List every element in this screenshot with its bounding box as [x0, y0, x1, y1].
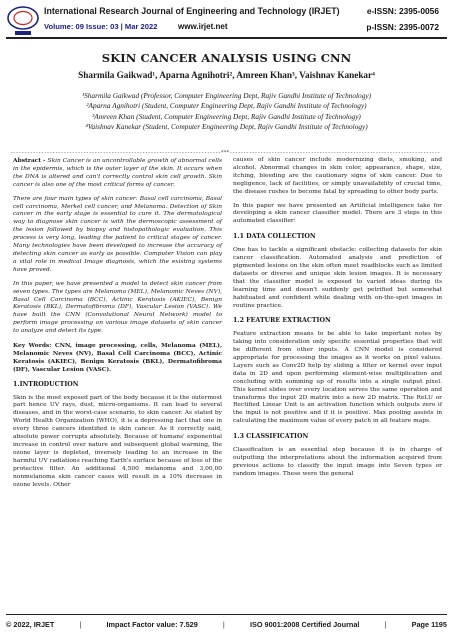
footer-rule	[6, 614, 447, 615]
abstract-text-1: Skin Cancer is an uncontrollable growth of abnormal cells in the epidermis, which is the outer layer of the skin. It occurs when the DNA is altered and can't correctly control skin cell growth. Skin cancer is also one of the most critical forms of cancer.	[13, 158, 222, 188]
feature-extraction-heading: 1.2 FEATURE EXTRACTION	[233, 317, 331, 325]
left-column	[13, 157, 222, 495]
e-issn: e-ISSN: 2395-0056	[366, 6, 439, 16]
footer-iso: ISO 9001:2008 Certified Journal	[249, 620, 360, 629]
journal-name: International Research Journal of Engineering and Technology (IRJET)	[44, 6, 340, 16]
volume-label: Volume: 09 Issue: 03 | Mar 2022	[44, 22, 158, 31]
intro-heading: 1.INTRODUCTION	[13, 380, 79, 388]
feature-extraction-paragraph: Feature extraction means to be able to take important notes by taking into consideration only specific essential properties that will be different from other inputs. A CNN model is considered appropriate for processing the images as it works on pixel values. Layers such as Conv2D help by sliding a filter or kernel over input data in 2D and upon performing element-wise multiplication and concluding with summing up of results into a single output pixel. This kernel slides over every location serves the same operation and transforms the input 2D matrix into a new 2D matrix. The ReLU or Rectified Linear Unit is an activation function which outputs zero if the input is not positive and if it is positive. Max pooling assists in calculating the maximum value of every patch in all feature maps.	[233, 331, 442, 425]
abstract-paragraph-3: In this paper, we have presented a model to detect skin cancer from seven types. The types are Melanoma (MEL), Melanomic Neves (NV), Basal Cell Carcinoma (BCC), Actinic Keratosis (AKIEC), Benign Keratosis (BKL), Dermatofibroma (DF), Vascular Lesion (VASC). We have built the CNN (Convolutional Neural Network) model to perform image processing on various image datasets of skin cancer to analyze and detect its type.	[13, 280, 222, 335]
affiliations	[0, 91, 453, 132]
keywords-text: CNN, image processing, cells, Melanoma (MEL), Melanomic Neves (NV), Basal Cell Carcinoma (BCC), Actinic Keratosis (AKIEC), Benign Keratosis (BKL), Dermatofibroma (DF), Vascular Lesion (VASC).	[13, 342, 222, 373]
affiliation-4: ⁴Vaishnav Kanekar (Student, Computer Engineering Dept, Rajiv Gandhi Institute of Technology)	[85, 121, 368, 131]
intro-paragraph-2: causes of skin cancer include modernizing diets, smoking, and alcohol. Abnormal changes in skin color, appearance, shape, size, itching, bleeding are the cautionary signs of skin cancer. Due to negligence, lack of facilities, or simply unavailability of crucial time, the disease rushes to become fatal by spreading to other body parts.	[233, 157, 442, 195]
volume-issue	[44, 22, 157, 31]
data-collection-heading: 1.1 DATA COLLECTION	[233, 233, 316, 241]
affiliation-1: ¹Sharmila Gaikwad (Professor, Computer Engineering Dept, Rajiv Gandhi Institute of Technology)	[81, 91, 372, 100]
classification-heading: 1.3 CLASSIFICATION	[233, 433, 309, 441]
footer-copyright: © 2022, IRJET	[6, 620, 55, 629]
footer-separator-1: |	[79, 620, 82, 629]
intro-paragraph-3: In this paper we have presented an Artificial intelligence take for developing a skin cancer classifier model. There are 3 steps in this automated classifier:	[233, 202, 442, 225]
header-rule	[6, 37, 447, 39]
abstract-paragraph-1	[13, 157, 222, 190]
footer-page-number: Page 1195	[411, 620, 447, 629]
footer-separator-3: |	[384, 620, 387, 629]
p-issn: p-ISSN: 2395-0072	[366, 22, 439, 32]
journal-website[interactable]: www.irjet.net	[178, 22, 228, 31]
paper-title: SKIN CANCER ANALYSIS USING CNN	[101, 51, 352, 65]
paper-authors: Sharmila Gaikwad¹, Aparna Agnihotri², Amreen Khan³, Vaishnav Kanekar⁴	[78, 70, 375, 80]
footer-separator-2: |	[222, 620, 225, 629]
affiliation-3: ³Amreen Khan (Student, Computer Engineering Dept, Rajiv Gandhi Institute of Technology)	[92, 111, 361, 121]
journal-footer	[6, 620, 447, 629]
affiliation-2: ²Aparna Agnihotri (Student, Computer Engineering Dept, Rajiv Gandhi Institute of Technology)	[86, 101, 367, 111]
data-collection-paragraph: One has to tackle a significant obstacle: collecting datasets for skin cancer classification. Automated analysis and prediction of pigmented lesions on the skin often meet roadblocks such as limited datasets or diverse and unique skin lesion images. It is necessary that the classifier model is exposed to varied ideas during its learning time and doesn't suddenly get petrified but somewhat habituated and confident while dealing with on-the-spot images in routine practice.	[233, 247, 442, 309]
abstract-label: Abstract -	[13, 157, 48, 164]
section-divider: ---------------------------------------------------------------------------***---------------------------------------------------------------------------	[10, 150, 440, 156]
classification-paragraph: Classification is an essential step because it is in charge of outputting the interpretations about the information acquired from previous actions to classify the input image into Seven types or random images. These were the general	[233, 447, 442, 477]
intro-paragraph-1: Skin is the most exposed part of the body because it is the outermost part hence UV rays, dust, micro-organisms. It can lead to several diseases, and in the worst-case scenario, to skin cancer. As stated by World Health Organization (WHO), it is a depressing fact that one in every three cancers identified is skin cancer. As it correctly said, absolute power corrupts absolutely. Because of humans' exponential increase in control over nature and subsequent global warming, the ozone layer is depleted, inversely leading to an increase in the harmful UV radiations reaching Earth's surface because of loss of the protective filter. An additional 4,500 melanoma and 3,00,00 nonmelanoma skin cancer cases will result in a 10% decrease in ozone levels. Other	[13, 394, 222, 488]
right-column	[233, 157, 442, 485]
footer-impact-factor: Impact Factor value: 7.529	[106, 620, 198, 629]
abstract-paragraph-2: There are four main types of skin cancer: Basal cell carcinoma, Basal cell carcinoma, Merkel cell cancer, and Melanoma. Detection of Skin cancer in the early stage is essential to cure it. The dermatological way to diagnose skin cancer is with the dermoscopic assessment of the lesion followed by biopsy and histopathologic evaluation. This process is very long, leading the patient to critical stages of cancer. Many technologies have been developed to increase the accuracy of detecting skin cancer as early as possible. Computer Vision can play a vital role in medical Image diagnosis, which the existing systems have proved.	[13, 195, 222, 273]
keywords-paragraph	[13, 342, 222, 374]
keywords-label: Key Words:	[13, 342, 52, 350]
journal-header	[0, 0, 453, 40]
irjet-logo-icon	[6, 4, 40, 36]
